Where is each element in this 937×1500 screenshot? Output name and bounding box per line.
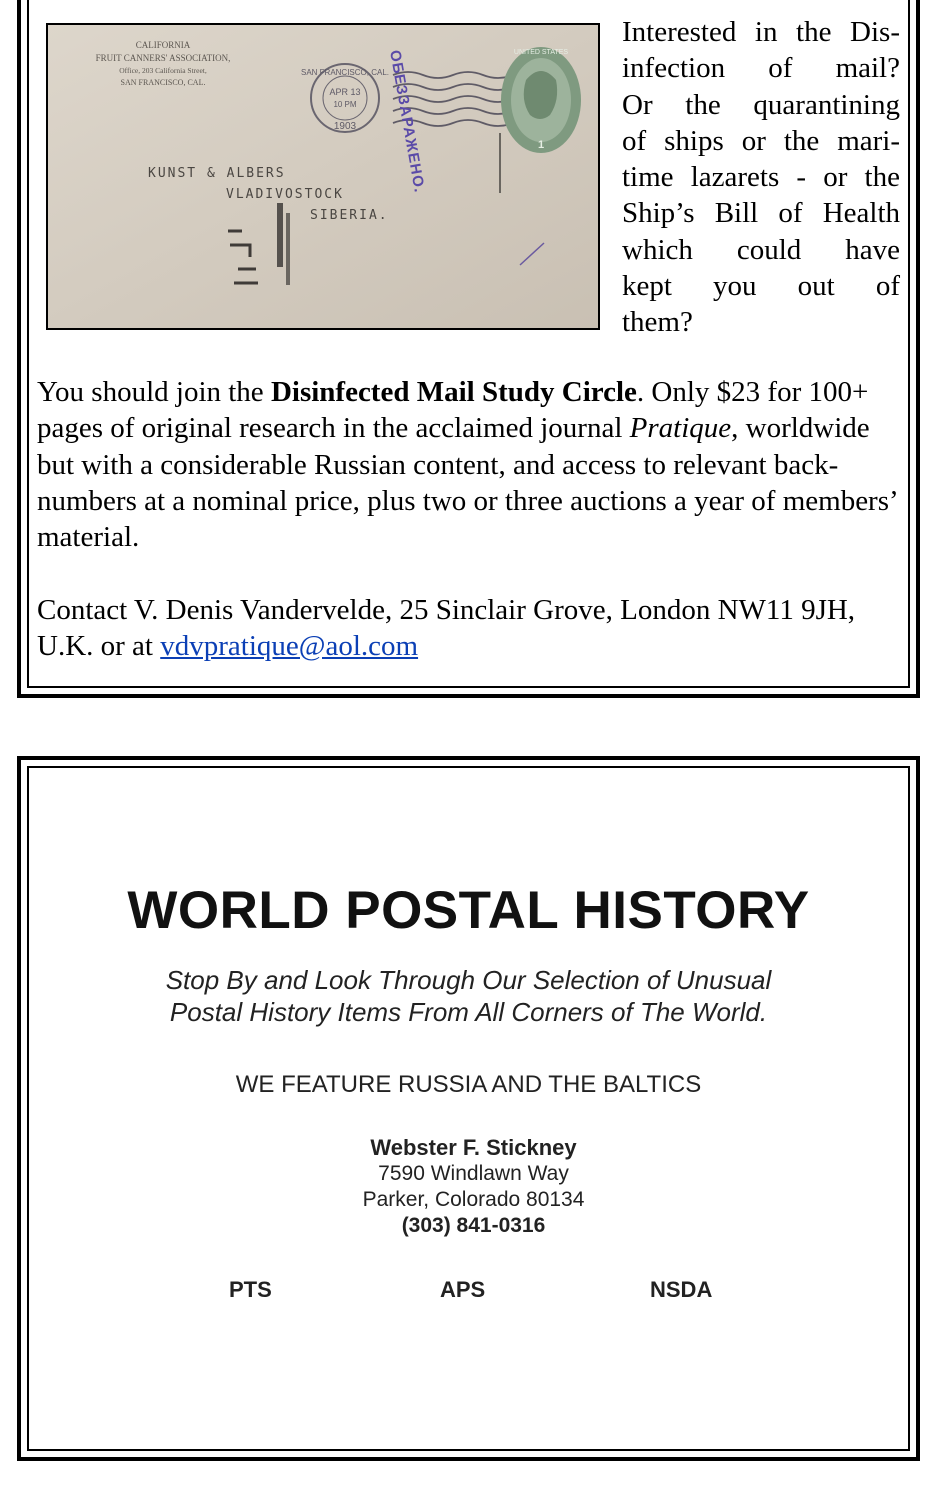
postmark-city: SAN FRANCISCO, CAL. xyxy=(300,68,390,77)
dealer-city: Parker, Colorado 80134 xyxy=(362,1188,585,1211)
intro-line: kept you out of xyxy=(622,270,900,303)
sender-line-2: FRUIT CANNERS' ASSOCIATION, xyxy=(95,53,231,63)
stamp-value: 1 xyxy=(537,139,545,151)
circle-name: Disinfected Mail Study Circle xyxy=(270,376,637,408)
dealer-phone: (303) 841-0316 xyxy=(401,1214,546,1237)
journal-name: Pratique xyxy=(629,412,732,445)
embossed-stamp xyxy=(501,47,581,153)
association-nsda: NSDA xyxy=(650,1277,713,1302)
dealer-contact xyxy=(0,1135,937,1239)
dealer-street: 7590 Windlawn Way xyxy=(378,1162,569,1185)
ad-tagline xyxy=(0,964,937,1028)
disinfection-handstamp: ОБЕЗЗАРАЖЕНО. xyxy=(386,48,428,195)
contact-text: Contact V. Denis Vandervelde, 25 Sinclair Grove, London NW11 9JH, U.K. or at xyxy=(37,594,856,663)
intro-line: them? xyxy=(622,306,693,339)
intro-question-text xyxy=(622,14,900,341)
join-suffix: , worldwide but with a considerable Russian content, and access to relevant back-numbers at a nominal price, plus two or three auctions a year of members’ material. xyxy=(37,412,897,554)
envelope-image xyxy=(46,23,600,330)
contact-paragraph xyxy=(37,592,907,665)
postmark-time: 10 PM xyxy=(333,100,357,109)
intro-line: Or the quarantining xyxy=(622,88,900,121)
world-postal-history-ad-inner-border xyxy=(27,766,910,1451)
tagline-line-2: Postal History Items From All Corners of The World. xyxy=(169,997,768,1027)
addressee-line-3: SIBERIA. xyxy=(310,208,389,223)
addressee-line-2: VLADIVOSTOCK xyxy=(226,187,344,202)
intro-line: Interested in the Dis- xyxy=(622,16,900,48)
sender-line-1: CALIFORNIA xyxy=(135,40,191,50)
association-pts: PTS xyxy=(229,1277,272,1302)
intro-line: which could have xyxy=(622,233,900,266)
stamp-label: UNITED STATES xyxy=(513,49,569,56)
email-link[interactable]: vdvpratique@aol.com xyxy=(160,630,419,663)
sender-line-3: Office, 203 California Street, xyxy=(119,66,207,75)
intro-line: Ship’s Bill of Health xyxy=(622,197,900,230)
join-offer: . Only $23 for 100+ pages of original research in the acclaimed journal xyxy=(37,376,869,445)
dealer-name: Webster F. Stickney xyxy=(370,1135,577,1160)
postmark-date: APR 13 xyxy=(329,87,361,97)
intro-line: of ships or the mari- xyxy=(622,124,900,157)
ad-title: WORLD POSTAL HISTORY xyxy=(127,881,810,940)
sender-line-4: SAN FRANCISCO, CAL. xyxy=(120,78,206,87)
addressee-line-1: KUNST & ALBERS xyxy=(148,166,286,181)
intro-line: infection of mail? xyxy=(622,52,900,85)
membership-paragraph xyxy=(37,374,907,555)
association-aps: APS xyxy=(440,1277,486,1302)
postmark-year: 1903 xyxy=(333,121,357,132)
tagline-line-1: Stop By and Look Through Our Selection of Unusual xyxy=(165,965,772,995)
world-postal-history-ad xyxy=(17,756,920,1461)
feature-line: WE FEATURE RUSSIA AND THE BALTICS xyxy=(235,1071,702,1098)
intro-line: time lazarets - or the xyxy=(622,161,900,194)
join-prefix: You should join the xyxy=(37,376,271,408)
